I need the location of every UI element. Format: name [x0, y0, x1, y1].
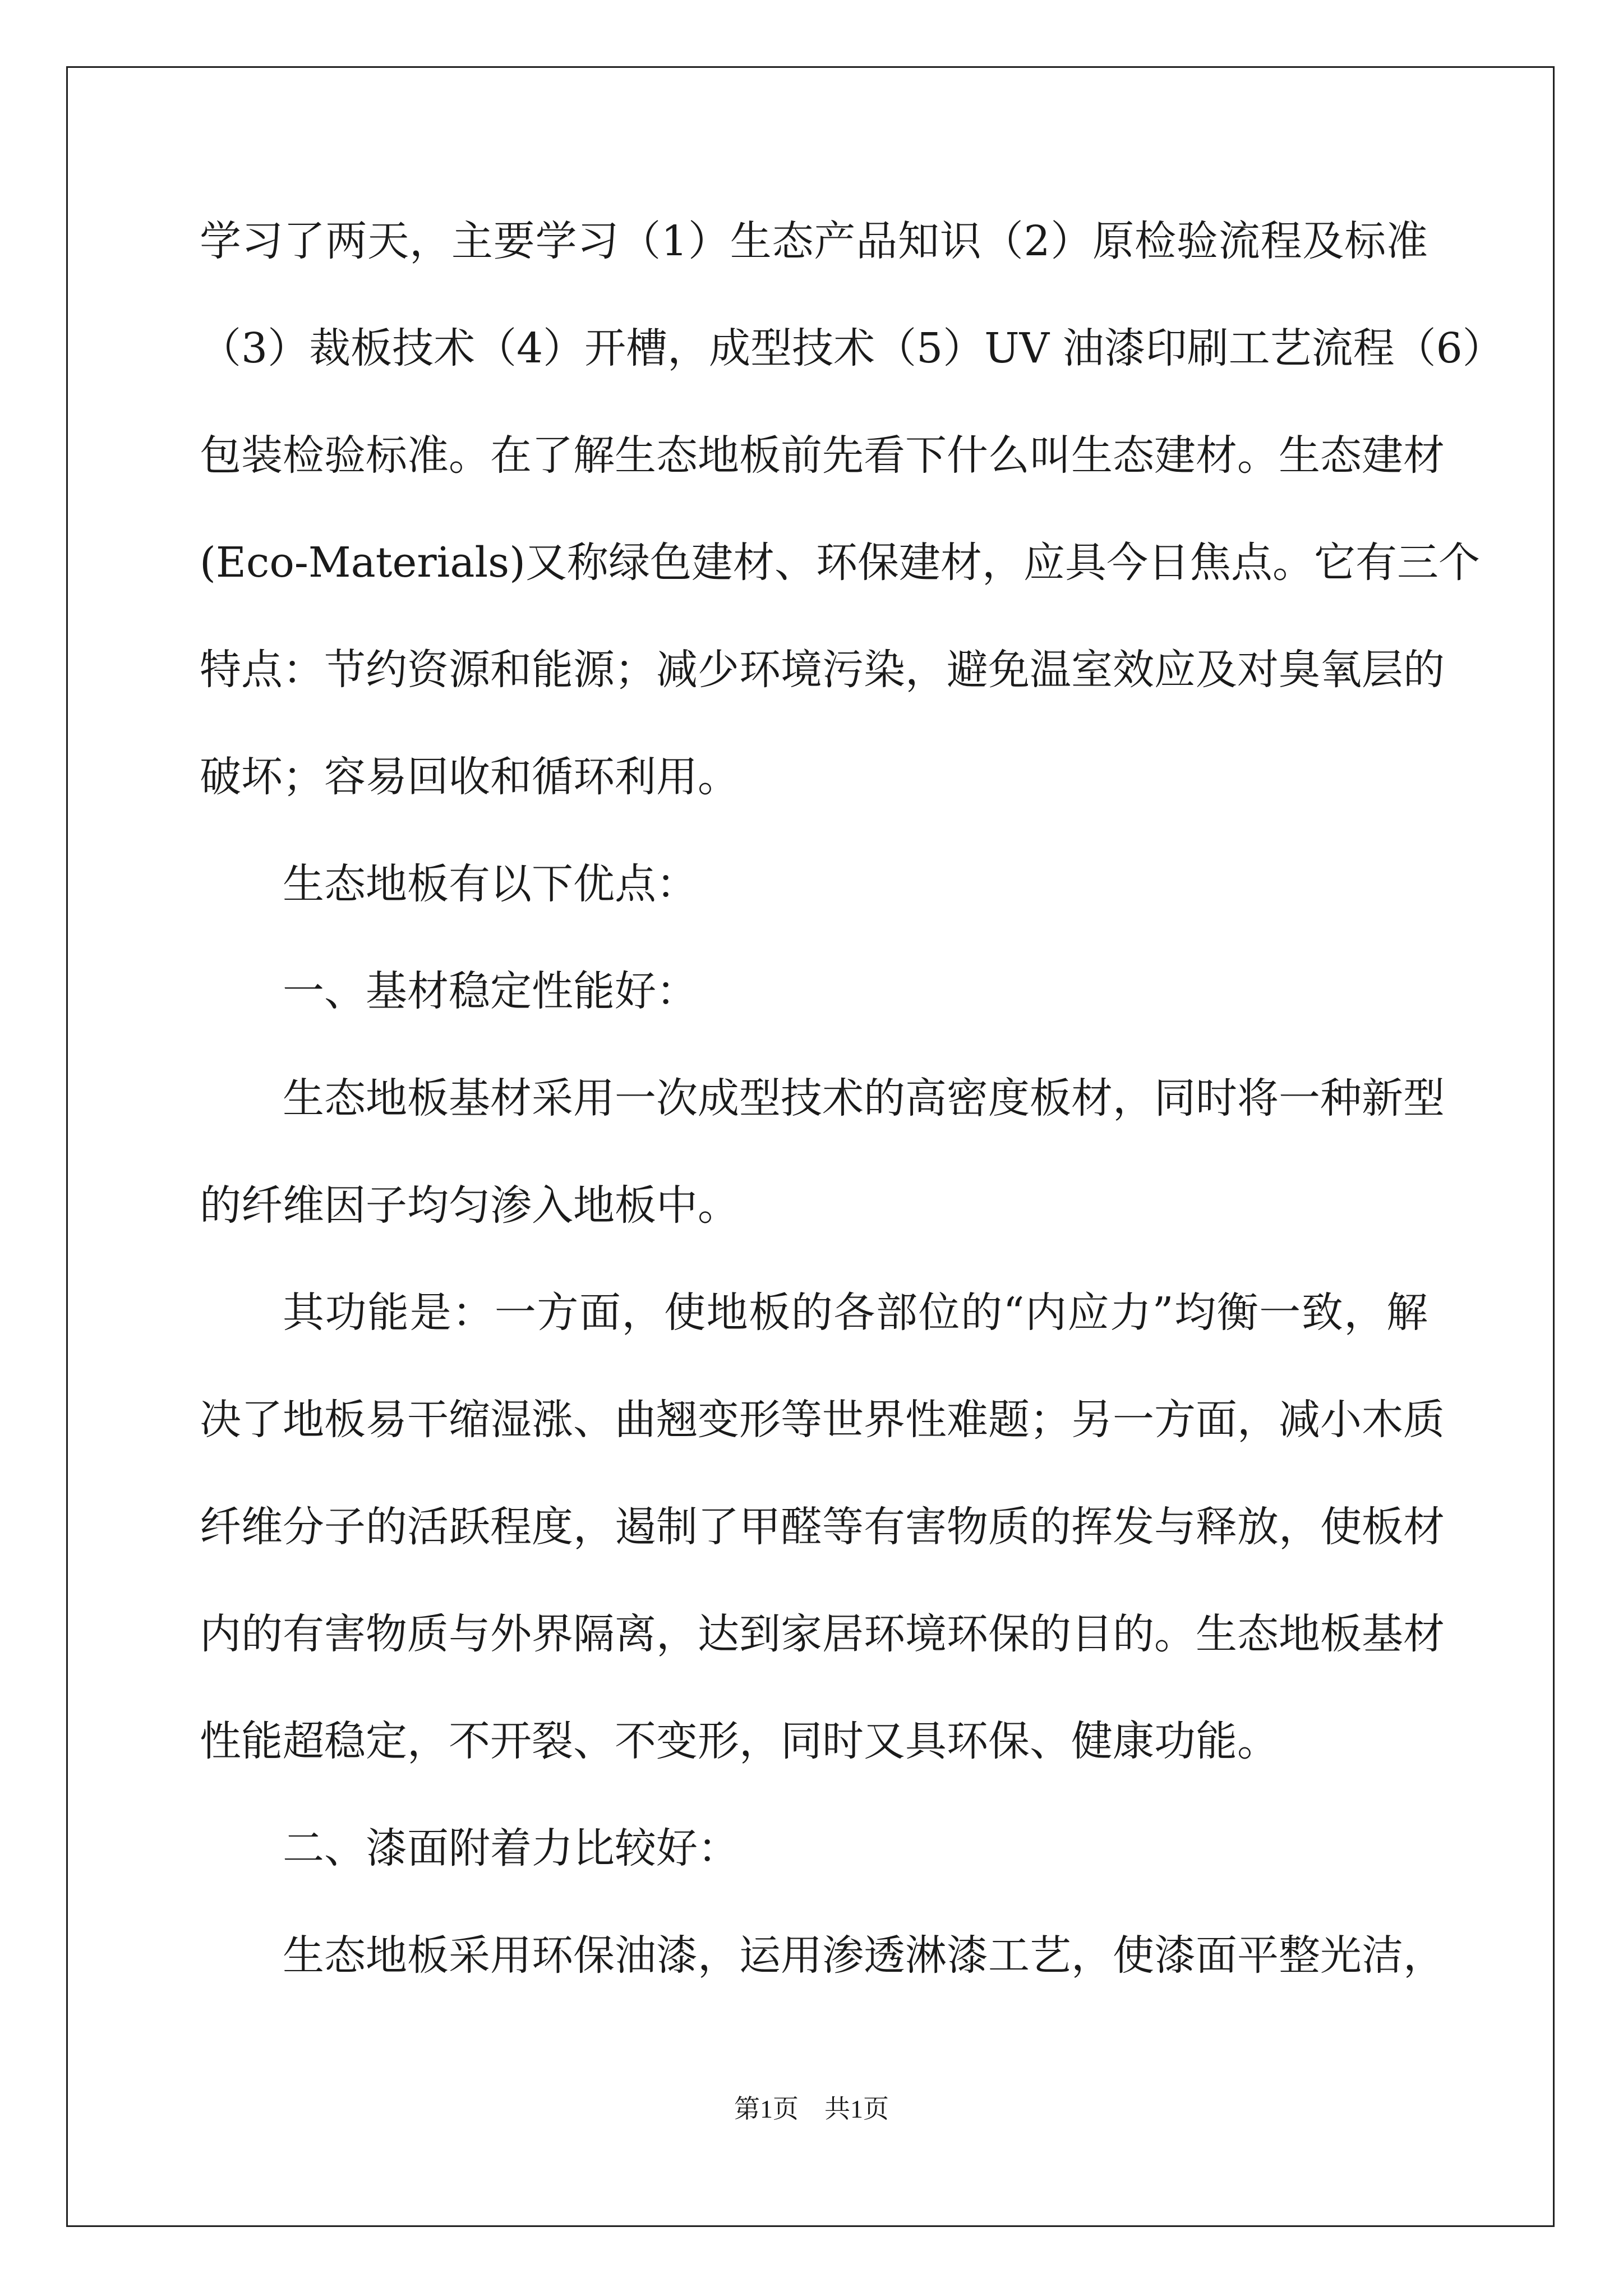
text-line: 决了地板易干缩湿涨、曲翘变形等世界性难题；另一方面，减小木质 — [200, 1396, 1445, 1444]
text-line: (Eco-Materials)又称绿色建材、环保建材，应具今日焦点。它有三个 — [200, 539, 1480, 587]
text-line: 性能超稳定，不开裂、不变形，同时又具环保、健康功能。 — [200, 1717, 1279, 1765]
text-line: 其功能是：一方面，使地板的各部位的“内应力”均衡一致，解 — [283, 1289, 1428, 1337]
text-line: 的纤维因子均匀渗入地板中。 — [200, 1181, 739, 1230]
text-line: 生态地板基材采用一次成型技术的高密度板材，同时将一种新型 — [283, 1074, 1445, 1122]
text-line: 包装检验标准。在了解生态地板前先看下什么叫生态建材。生态建材 — [200, 431, 1445, 480]
page-footer — [0, 2092, 1623, 2126]
text-line: 破坏；容易回收和循环利用。 — [200, 753, 739, 801]
text-line: 二、漆面附着力比较好： — [283, 1824, 739, 1872]
text-line: 特点：节约资源和能源；减少环境污染，避免温室效应及对臭氧层的 — [200, 646, 1445, 694]
text-line: 一、基材稳定性能好： — [283, 967, 698, 1015]
page-number: 第1页 — [734, 2095, 799, 2123]
text-line: 生态地板采用环保油漆，运用渗透淋漆工艺，使漆面平整光洁， — [283, 1931, 1445, 1980]
text-line: 纤维分子的活跃程度，遏制了甲醛等有害物质的挥发与释放，使板材 — [200, 1503, 1445, 1551]
text-line: 生态地板有以下优点： — [283, 860, 698, 908]
text-line: 内的有害物质与外界隔离，达到家居环境环保的目的。生态地板基材 — [200, 1610, 1445, 1658]
text-line: （3）裁板技术（4）开槽，成型技术（5）UV 油漆印刷工艺流程（6） — [200, 324, 1504, 372]
text-line: 学习了两天，主要学习（1）生态产品知识（2）原检验流程及标准 — [200, 217, 1428, 265]
document-body — [200, 213, 1504, 2035]
page-total: 共1页 — [824, 2095, 889, 2123]
